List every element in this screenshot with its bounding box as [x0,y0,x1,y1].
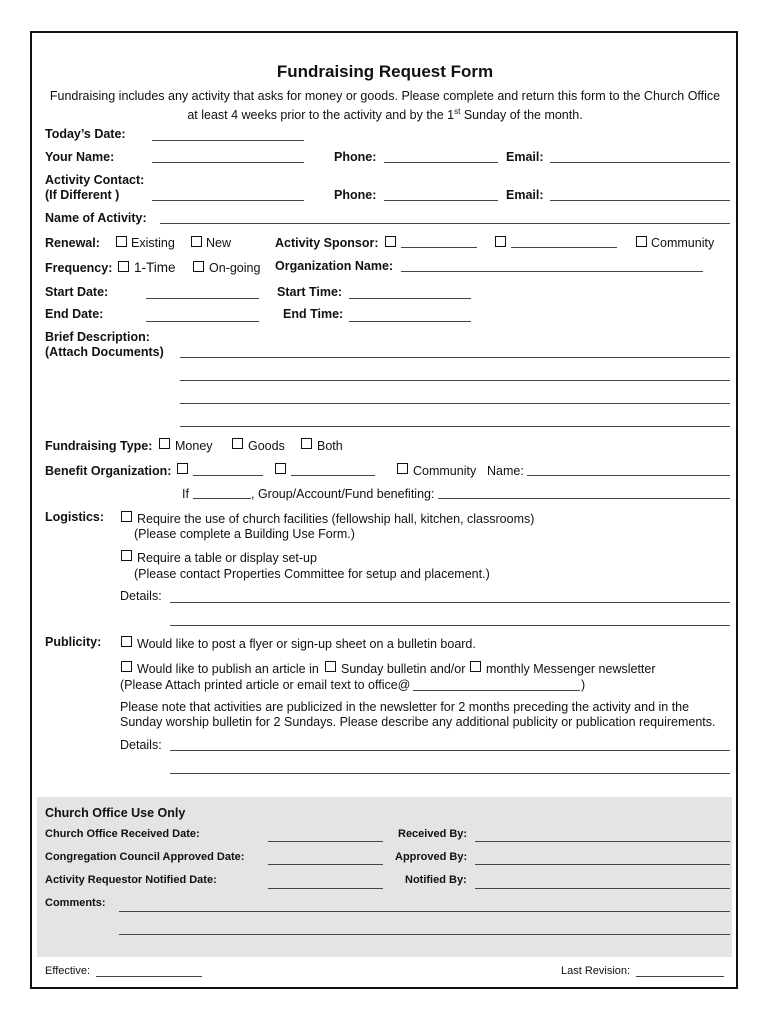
start-time-label: Start Time: [277,285,343,299]
existing-label: Existing [131,236,175,250]
if-different-label: (If Different ) [45,188,120,202]
publish-article-checkbox[interactable] [121,661,132,672]
end-time-label: End Time: [283,307,344,321]
last-revision-label: Last Revision: [561,965,631,977]
benefit-2-field[interactable] [291,475,375,476]
logistics-details-label: Details: [120,589,162,603]
organization-name-label: Organization Name: [275,259,394,273]
publicity-details-label: Details: [120,738,162,752]
both-checkbox[interactable] [301,438,312,449]
received-by-label: Received By: [398,828,468,840]
logistics-details-line-1[interactable] [170,602,730,603]
intro-line-2: at least 4 weeks prior to the activity and by the 1st Sunday of the month. [187,107,583,123]
group-account-field[interactable] [438,498,730,499]
notified-date-label: Activity Requestor Notified Date: [45,874,217,886]
activity-contact-field[interactable] [152,200,304,201]
your-name-label: Your Name: [45,150,115,164]
benefit-1-field[interactable] [193,475,263,476]
messenger-newsletter-checkbox[interactable] [470,661,481,672]
end-time-field[interactable] [349,321,471,322]
comments-label: Comments: [45,897,106,909]
received-date-field[interactable] [268,841,383,842]
sunday-bulletin-checkbox[interactable] [325,661,336,672]
phone-field[interactable] [384,162,498,163]
notified-by-field[interactable] [475,888,730,889]
email-field[interactable] [550,162,730,163]
both-label: Both [317,439,343,453]
table-display-checkbox[interactable] [121,550,132,561]
start-time-field[interactable] [349,298,471,299]
community-label: Community [651,236,715,250]
one-time-label: 1-Time [134,260,176,275]
received-date-label: Church Office Received Date: [45,828,200,840]
flyer-checkbox[interactable] [121,636,132,647]
todays-date-field[interactable] [152,140,304,141]
community-checkbox[interactable] [636,236,647,247]
contact-phone-field[interactable] [384,200,498,201]
attach-article-note: (Please Attach printed article or email text to office@ [120,678,411,692]
logistics-details-line-2[interactable] [170,625,730,626]
comments-line-1[interactable] [119,911,730,912]
office-email-field[interactable] [413,690,580,691]
publicity-details-line-1[interactable] [170,750,730,751]
fundraising-type-label: Fundraising Type: [45,439,153,453]
goods-checkbox[interactable] [232,438,243,449]
benefit-name-label: Name: [487,464,524,478]
money-label: Money [175,439,213,453]
publicity-note-line-1: Please note that activities are publicized in the newsletter for 2 months preceding the activity and in the [120,700,690,714]
benefit-name-field[interactable] [527,475,730,476]
last-revision-field[interactable] [636,976,724,977]
description-line-4[interactable] [180,426,730,427]
sponsor-2-checkbox[interactable] [495,236,506,247]
notified-by-label: Notified By: [405,874,467,886]
goods-label: Goods [248,439,285,453]
new-checkbox[interactable] [191,236,202,247]
end-date-label: End Date: [45,307,104,321]
form-title: Fundraising Request Form [276,62,494,81]
approved-by-label: Approved By: [395,851,468,863]
activity-contact-label: Activity Contact: [45,173,145,187]
contact-email-field[interactable] [550,200,730,201]
table-display-label: Require a table or display set-up [137,551,317,565]
approved-by-field[interactable] [475,864,730,865]
activity-sponsor-label: Activity Sponsor: [275,236,379,250]
approved-date-label: Congregation Council Approved Date: [45,851,245,863]
on-going-label: On-going [209,261,261,275]
publicity-note-line-2: Sunday worship bulletin for 2 Sundays. Please describe any additional publicity or publication requirements. [120,715,716,729]
name-of-activity-label: Name of Activity: [45,211,147,225]
renewal-label: Renewal: [45,236,100,250]
on-going-checkbox[interactable] [193,261,204,272]
publish-article-label: Would like to publish an article in [137,662,319,676]
sponsor-2-field[interactable] [511,247,617,248]
comments-line-2[interactable] [119,934,730,935]
sponsor-1-checkbox[interactable] [385,236,396,247]
notified-date-field[interactable] [268,888,383,889]
start-date-label: Start Date: [45,285,109,299]
publicity-label: Publicity: [45,635,102,649]
organization-name-field[interactable] [401,271,703,272]
contact-phone-label: Phone: [334,188,377,202]
description-line-2[interactable] [180,380,730,381]
contact-email-label: Email: [506,188,544,202]
church-office-section [37,797,732,957]
church-facilities-checkbox[interactable] [121,511,132,522]
one-time-checkbox[interactable] [118,261,129,272]
benefit-1-checkbox[interactable] [177,463,188,474]
church-facilities-label: Require the use of church facilities (fellowship hall, kitchen, classrooms) [137,512,535,526]
benefit-organization-label: Benefit Organization: [45,464,172,478]
name-of-activity-field[interactable] [160,223,730,224]
effective-field[interactable] [96,976,202,977]
if-field[interactable] [193,498,251,499]
approved-date-field[interactable] [268,864,383,865]
email-label: Email: [506,150,544,164]
group-account-label: , Group/Account/Fund benefiting: [251,487,435,501]
benefit-community-label: Community [413,464,477,478]
sponsor-1-field[interactable] [401,247,477,248]
effective-label: Effective: [45,965,91,977]
building-use-note: (Please complete a Building Use Form.) [134,527,355,541]
todays-date-label: Today’s Date: [45,127,126,141]
attach-article-note-close: ) [581,678,586,692]
properties-committee-note: (Please contact Properties Committee for setup and placement.) [134,567,490,581]
publicity-details-line-2[interactable] [170,773,730,774]
description-line-3[interactable] [180,403,730,404]
flyer-label: Would like to post a flyer or sign-up sheet on a bulletin board. [137,637,476,651]
office-heading: Church Office Use Only [45,806,186,820]
sunday-bulletin-label: Sunday bulletin and/or [341,662,466,676]
start-date-field[interactable] [146,298,259,299]
benefit-2-checkbox[interactable] [275,463,286,474]
brief-description-label: Brief Description: [45,330,150,344]
phone-label: Phone: [334,150,377,164]
new-label: New [206,236,232,250]
if-label: If [182,487,189,501]
benefit-community-checkbox[interactable] [397,463,408,474]
existing-checkbox[interactable] [116,236,127,247]
frequency-label: Frequency: [45,261,113,275]
logistics-label: Logistics: [45,510,105,524]
money-checkbox[interactable] [159,438,170,449]
messenger-newsletter-label: monthly Messenger newsletter [486,662,656,676]
intro-line-1: Fundraising includes any activity that asks for money or goods. Please complete and return this form to the Church Office [49,89,721,103]
description-line-1[interactable] [180,357,730,358]
received-by-field[interactable] [475,841,730,842]
end-date-field[interactable] [146,321,259,322]
your-name-field[interactable] [152,162,304,163]
attach-documents-label: (Attach Documents) [45,345,164,359]
